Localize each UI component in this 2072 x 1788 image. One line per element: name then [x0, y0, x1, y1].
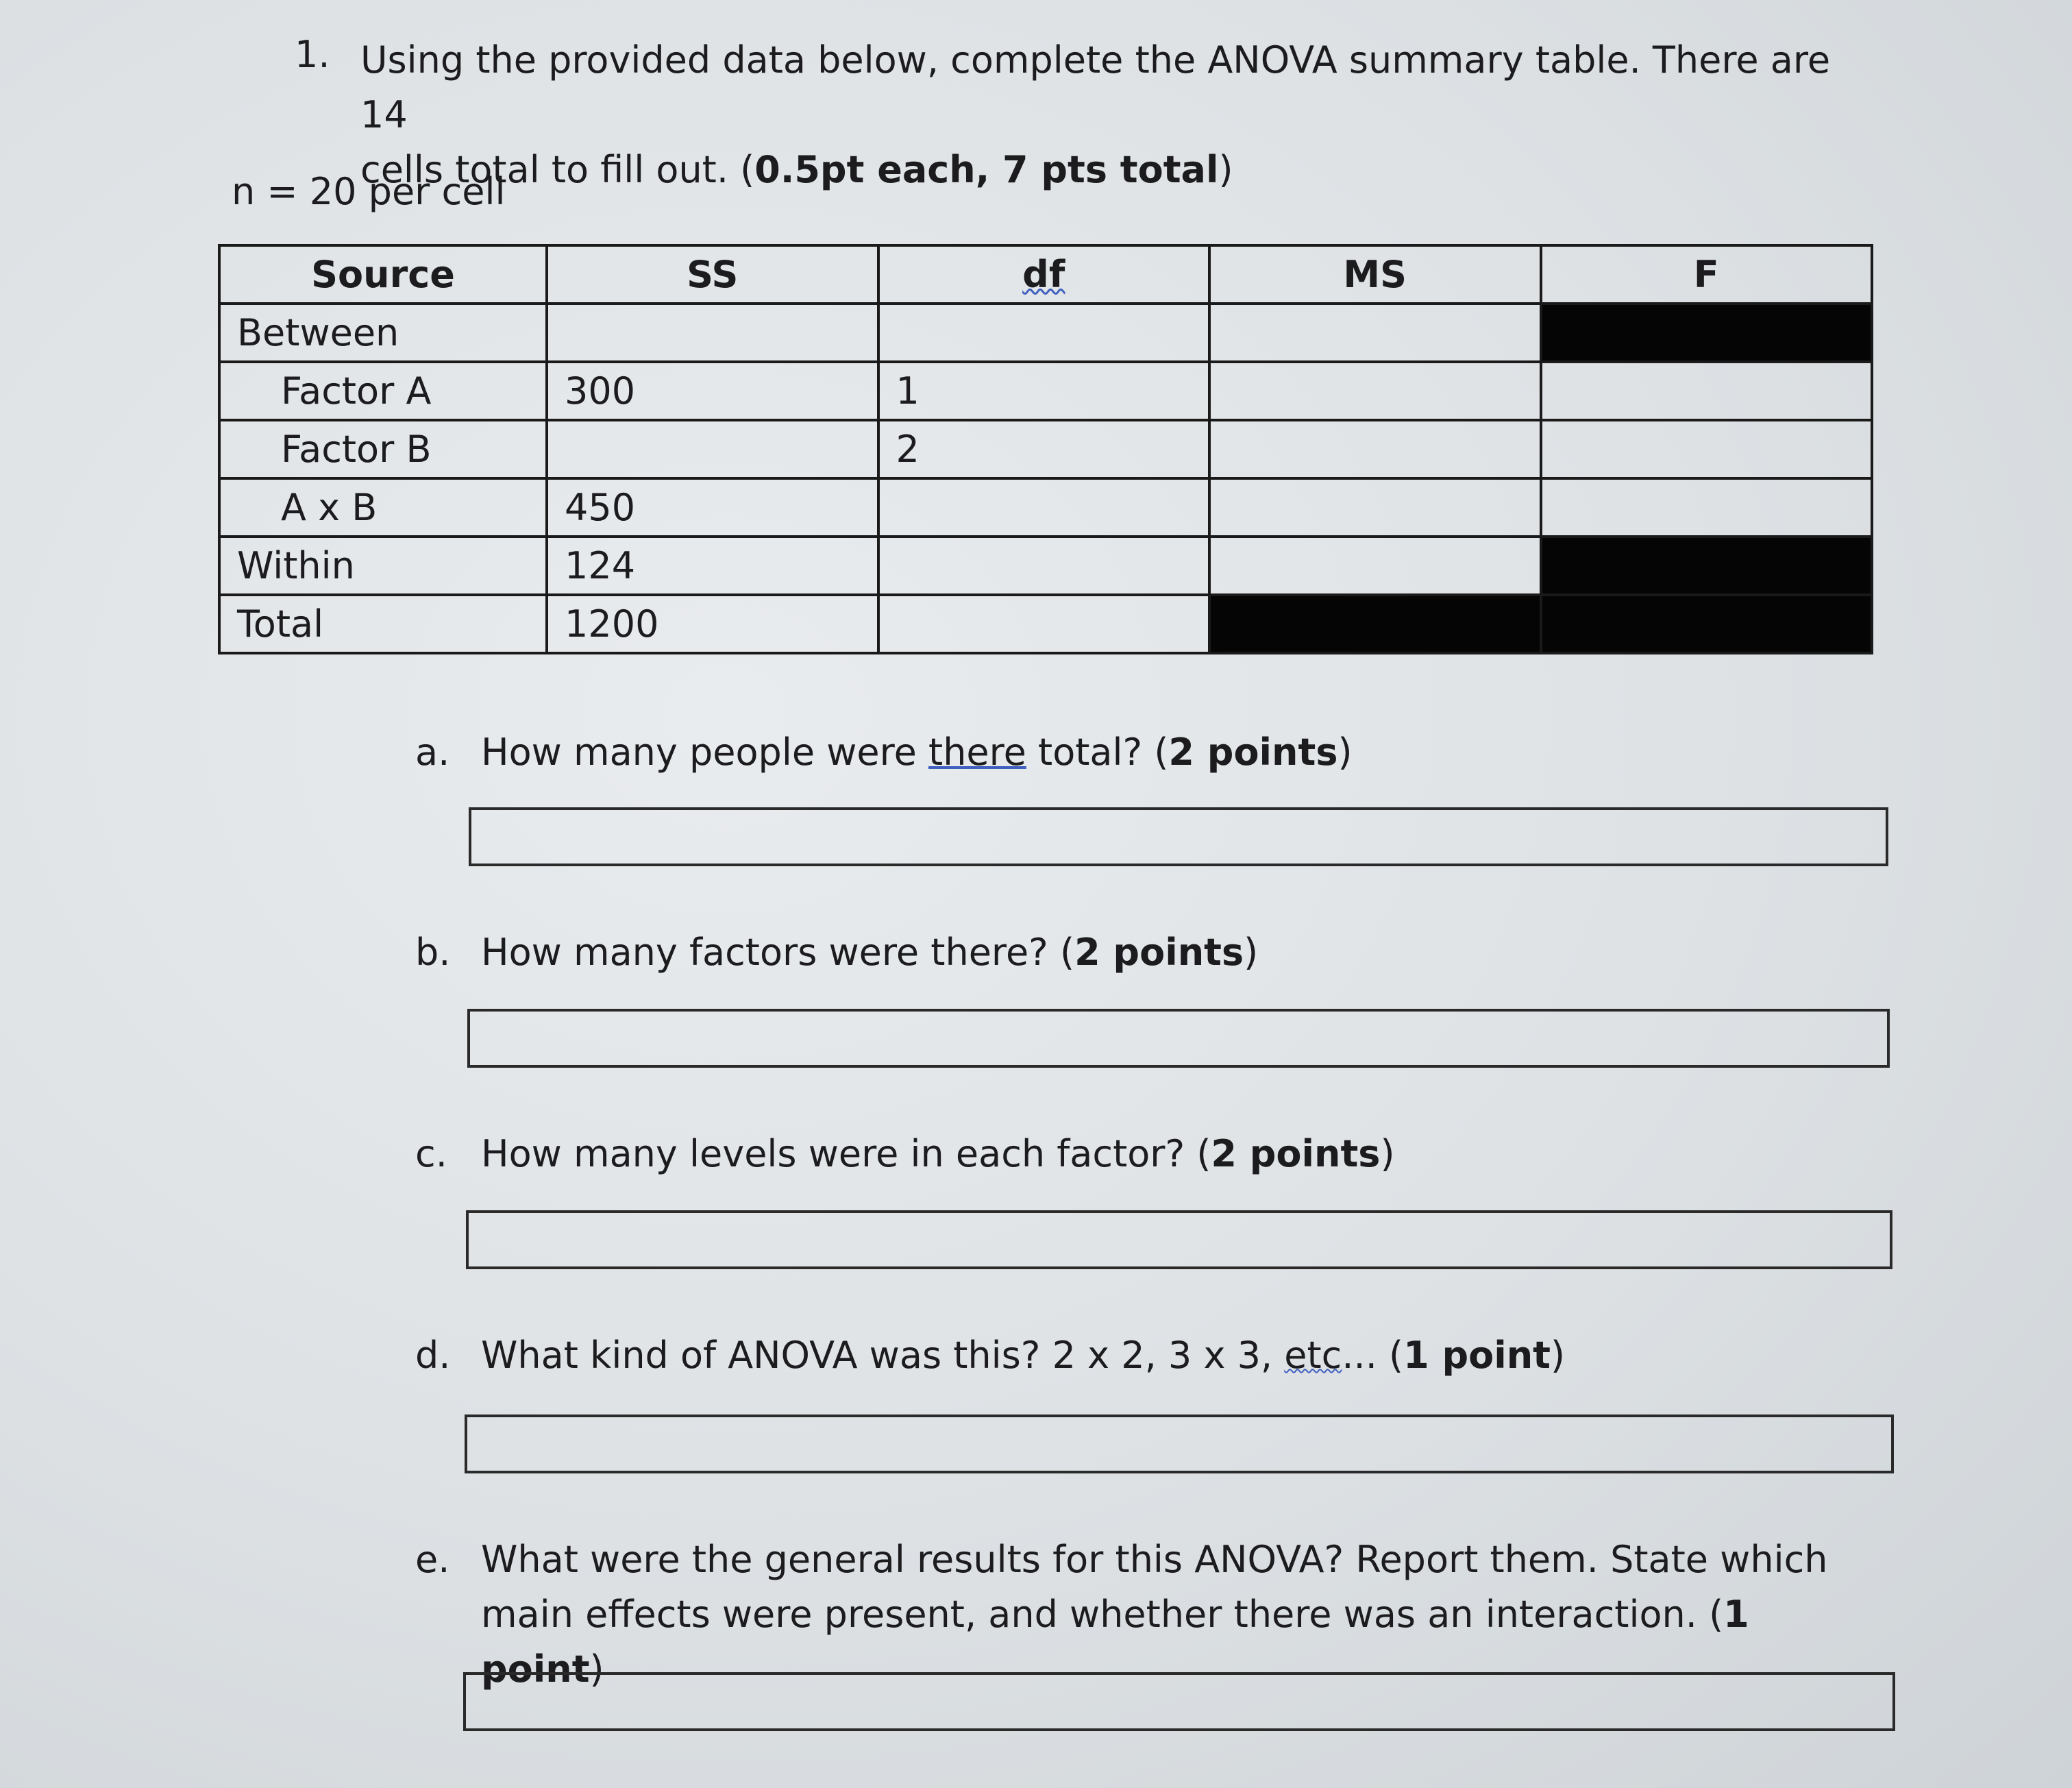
part-letter: e.	[415, 1538, 450, 1581]
cell-ss-within: 124	[547, 537, 878, 595]
sample-size-note: n = 20 per cell	[232, 170, 506, 213]
cell-ss-factor-b[interactable]	[547, 420, 878, 478]
part-b-end: )	[1244, 931, 1259, 974]
header-ss: SS	[547, 245, 878, 304]
cell-df-factor-a: 1	[878, 362, 1210, 420]
answer-box-c[interactable]	[466, 1210, 1892, 1269]
header-f: F	[1541, 245, 1873, 304]
cell-source: Between	[219, 304, 547, 362]
anova-summary-table	[218, 244, 1873, 654]
cell-source: Factor A	[219, 362, 547, 420]
question-line-2	[360, 143, 1868, 197]
answer-box-b[interactable]	[467, 1009, 1890, 1068]
cell-df-interaction[interactable]	[878, 478, 1210, 537]
cell-df-within[interactable]	[878, 537, 1210, 595]
question-line-2-text: cells total to fill out. (	[360, 148, 755, 191]
answer-box-a[interactable]	[469, 807, 1888, 866]
question-text	[360, 33, 1868, 197]
cell-ms-factor-a[interactable]	[1209, 362, 1541, 420]
table-row-factor-a	[219, 362, 1872, 420]
cell-ms-interaction[interactable]	[1209, 478, 1541, 537]
cell-ss-between[interactable]	[547, 304, 878, 362]
part-text	[481, 925, 1872, 980]
cell-source: Within	[219, 537, 547, 595]
cell-f-factor-a[interactable]	[1541, 362, 1873, 420]
part-text	[481, 1127, 1872, 1181]
part-a-points: 2 points	[1168, 731, 1338, 774]
part-a-underlined: there	[928, 731, 1026, 774]
cell-f-interaction[interactable]	[1541, 478, 1873, 537]
answer-box-d[interactable]	[465, 1415, 1894, 1473]
part-e-end: )	[589, 1648, 604, 1691]
cell-ms-within[interactable]	[1209, 537, 1541, 595]
part-c-points: 2 points	[1211, 1132, 1381, 1175]
table-row-interaction	[219, 478, 1872, 537]
answer-box-e[interactable]	[463, 1672, 1895, 1731]
question-points: 0.5pt each, 7 pts total	[754, 148, 1219, 191]
cell-df-total[interactable]	[878, 595, 1210, 653]
part-d-post: ... (	[1342, 1334, 1404, 1377]
table-row-factor-b	[219, 420, 1872, 478]
cell-source: Total	[219, 595, 547, 653]
question-number: 1.	[295, 33, 330, 76]
cell-f-factor-b[interactable]	[1541, 420, 1873, 478]
part-e-points: 1 point	[481, 1593, 1749, 1691]
cell-ss-total: 1200	[547, 595, 878, 653]
part-c-end: )	[1380, 1132, 1395, 1175]
part-d-points: 1 point	[1403, 1334, 1551, 1377]
part-e-pre: main effects were present, and whether there was an interaction. (	[481, 1593, 1724, 1636]
cell-ms-total-blacked-out	[1209, 595, 1541, 653]
table-row-within	[219, 537, 1872, 595]
part-d-underlined: etc	[1284, 1334, 1342, 1377]
cell-source: Factor B	[219, 420, 547, 478]
cell-ss-interaction: 450	[547, 478, 878, 537]
part-d-pre: What kind of ANOVA was this? 2 x 2, 3 x 3,	[481, 1334, 1285, 1377]
header-df-label: df	[1022, 253, 1065, 296]
header-source: Source	[219, 245, 547, 304]
cell-ss-factor-a: 300	[547, 362, 878, 420]
question-line-2-end: )	[1218, 148, 1233, 191]
question-line-1: Using the provided data below, complete the ANOVA summary table. There are 14	[360, 38, 1831, 136]
cell-source: A x B	[219, 478, 547, 537]
table-row-between	[219, 304, 1872, 362]
part-text	[481, 725, 1872, 780]
part-d-end: )	[1551, 1334, 1566, 1377]
part-b-pre: How many factors were there? (	[481, 931, 1075, 974]
cell-df-between[interactable]	[878, 304, 1210, 362]
part-a-end: )	[1337, 731, 1353, 774]
table-header-row	[219, 245, 1872, 304]
part-c-pre: How many levels were in each factor? (	[481, 1132, 1211, 1175]
cell-ms-factor-b[interactable]	[1209, 420, 1541, 478]
header-df	[878, 245, 1210, 304]
cell-f-between-blacked-out	[1541, 304, 1873, 362]
cell-df-factor-b: 2	[878, 420, 1210, 478]
part-letter: d.	[415, 1334, 451, 1377]
part-a-post: total? (	[1026, 731, 1169, 774]
cell-ms-between[interactable]	[1209, 304, 1541, 362]
part-letter: a.	[415, 731, 450, 774]
cell-f-total-blacked-out	[1541, 595, 1873, 653]
part-b-points: 2 points	[1074, 931, 1244, 974]
part-e-line-1: What were the general results for this ANOVA? Report them. State which	[481, 1538, 1828, 1581]
header-ms: MS	[1209, 245, 1541, 304]
part-letter: c.	[415, 1132, 447, 1175]
part-text	[481, 1328, 1872, 1383]
table-row-total	[219, 595, 1872, 653]
cell-f-within-blacked-out	[1541, 537, 1873, 595]
part-a-pre: How many people were	[481, 731, 929, 774]
part-letter: b.	[415, 931, 451, 974]
